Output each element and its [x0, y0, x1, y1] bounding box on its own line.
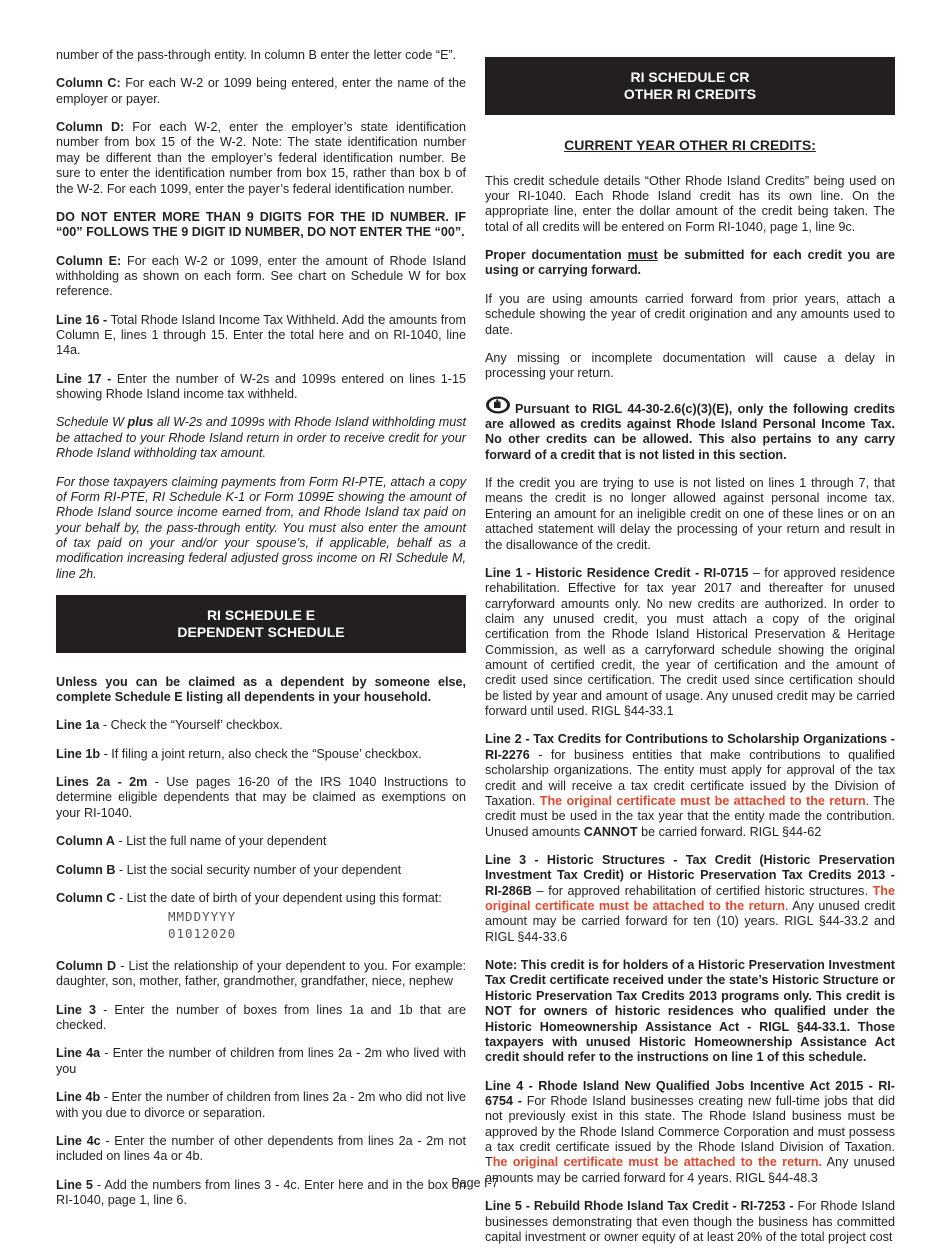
schedule-e-banner-line1: RI SCHEDULE E [206, 607, 316, 624]
line-4-credit-paragraph: Line 4 - Rhode Island New Qualified Jobs Incentive Act 2015 - RI-6754 - For Rhode Island businesses creating new full-time jobs that did not previously exist in this state. The Rhode Island business must be approved by the Rhode Island Commerce Corporation and must possess a tax credit certificate issued by the Rhode Island Division of Taxation. The original certificate must be attached to the return. Any unused amounts may be carried forward for 4 years. RIGL §44-48.3 [485, 1078, 895, 1185]
missing-documentation-paragraph: Any missing or incomplete documentation will cause a delay in processing your return. [485, 350, 895, 381]
schedule-e-banner-line2: DEPENDENT SCHEDULE [177, 623, 345, 640]
schedule-cr-banner-line2: OTHER RI CREDITS [623, 85, 757, 102]
schedule-cr-banner [485, 57, 895, 115]
column-d-paragraph: Column D: For each W-2, enter the employer’s state identification number from box 15 of the W-2. Note: The state identification number may be different than the employer’s federal identification number. Be sure to enter the identification number from box 15, rather than box b of the W-2. For each 1099, enter the payer’s federal identification number. [56, 120, 466, 196]
schedule-cr-banner-line1: RI SCHEDULE CR [630, 69, 750, 85]
line-2-credit-paragraph: Line 2 - Tax Credits for Contributions to Scholarship Organizations - RI-2276 - for business entities that make contributions to qualified scholarship organizations. The entity must apply for approval of the tax credit and will receive a tax credit certificate issued by the Division of Taxation. The original certificate must be attached to the return. The credit must be used in the tax year that the entity made the contribution. Unused amounts CANNOT be carried forward. RIGL §44-62 [485, 732, 895, 839]
current-year-credits-heading: CURRENT YEAR OTHER RI CREDITS: [564, 136, 816, 153]
column-c-paragraph: Column C: For each W-2 or 1099 being entered, enter the name of the employer or payer. [56, 76, 466, 106]
column-a-paragraph: Column A - List the full name of your dependent [56, 834, 327, 849]
line-4c-paragraph: Line 4c - Enter the number of other dependents from lines 2a - 2m not included on lines 4a or 4b. [56, 1133, 466, 1164]
date-example: 01012020 [168, 926, 237, 942]
date-format-example [56, 909, 466, 943]
intro-paragraph: number of the pass-through entity. In column B enter the letter code “E”. [56, 48, 457, 62]
column-d-relationship-paragraph: Column D - List the relationship of your dependent to you. For example: daughter, son, mother, father, grandmother, grandfather, niece, nephew [56, 959, 466, 989]
column-e-paragraph: Column E: For each W-2 or 1099, enter the amount of Rhode Island withholding as shown on each form. See chart on Schedule W for box reference. [56, 253, 466, 299]
date-format: MMDDYYYY [168, 909, 237, 925]
not-listed-paragraph: If the credit you are trying to use is not listed on lines 1 through 7, that means the credit is no longer allowed against personal income tax. Entering an amount for an ineligible credit on one of these lines or on an attached statement will delay the processing of your return and result in the disallowance of the credit. [485, 476, 895, 552]
right-column [485, 57, 895, 1258]
notice-hand-icon [485, 395, 511, 415]
line-4b-paragraph: Line 4b - Enter the number of children from lines 2a - 2m who did not live with you due to divorce or separation. [56, 1090, 466, 1120]
line-3-credit-paragraph: Line 3 - Historic Structures - Tax Credit (Historic Preservation Investment Tax Credit) or Historic Preservation Tax Credits 2013 - RI-286B – for approved rehabilitation of certified historic structures. The original certificate must be attached to the return. Any unused credit amount may be carried forward for ten (10) years. RIGL §44-33.2 and RIGL §44-33.6 [485, 852, 895, 944]
id-number-warning: DO NOT ENTER MORE THAN 9 DIGITS FOR THE ID NUMBER. IF “00” FOLLOWS THE 9 DIGIT ID NUMBER, DO NOT ENTER THE “00”. [56, 209, 466, 240]
line-5-paragraph: Line 5 - Add the numbers from lines 3 - 4c. Enter here and in the box on RI-1040, page 1, line 6. [56, 1177, 466, 1207]
page-number: Page I-7 [451, 1176, 499, 1190]
schedule-e-intro: Unless you can be claimed as a dependent by someone else, complete Schedule E listing all dependents in your household. [56, 674, 466, 705]
line-16-paragraph: Line 16 - Total Rhode Island Income Tax Withheld. Add the amounts from Column E, lines 1 through 15. Enter the total here and on RI-1040, line 14a. [56, 312, 466, 358]
schedule-e-banner [56, 595, 466, 653]
line-3-paragraph: Line 3 - Enter the number of boxes from lines 1a and 1b that are checked. [56, 1002, 466, 1033]
line-1a-paragraph: Line 1a - Check the “Yourself’ checkbox. [56, 718, 283, 733]
column-b-paragraph: Column B - List the social security number of your dependent [56, 862, 402, 877]
column-c-dob-paragraph: Column C - List the date of birth of your dependent using this format: [56, 890, 442, 905]
credit-schedule-intro: This credit schedule details “Other Rhode Island Credits” being used on your RI-1040. Each Rhode Island credit has its own line. On the appropriate line, enter the dollar amount of the credit being taken. The total of all credits will be entered on Form RI-1040, page 1, line 9c. [485, 173, 895, 234]
left-column [56, 48, 466, 1221]
pte-note: For those taxpayers claiming payments from Form RI-PTE, attach a copy of Form RI-PTE, RI Schedule K-1 or Form 1099E showing the amount of Rhode Island source income earned from, and Rhode Island tax paid on your behalf by, the pass-through entity. You must also enter the amount of tax paid on your and/or your spouse’s, if applicable, behalf as a modification increasing federal adjusted gross income on RI Schedule M, line 2h. [56, 474, 466, 581]
line-1b-paragraph: Line 1b - If filing a joint return, also check the “Spouse’ checkbox. [56, 746, 422, 761]
line-17-paragraph: Line 17 - Enter the number of W-2s and 1099s entered on lines 1-15 showing Rhode Island income tax withheld. [56, 371, 467, 402]
line-5-credit-paragraph: Line 5 - Rebuild Rhode Island Tax Credit - RI-7253 - For Rhode Island businesses demonstrating that even though the business has committed capital investment or owner equity of at least 20% of the total project cost [485, 1199, 895, 1244]
historic-note-paragraph: Note: This credit is for holders of a Historic Preservation Investment Tax Credit certificate received under the state’s Historic Structure or Historic Preservation Tax Credits 2013 programs only. This credit is NOT for owners of historic residences who qualified under the Historic Homeownership Assistance Act - RIGL §44-33.1. Those taxpayers with unused Historic Homeownership Assistance Act credit should refer to the instructions on line 1 of this schedule. [485, 958, 895, 1065]
schedule-w-note: Schedule W plus all W-2s and 1099s with Rhode Island withholding must be attached to your Rhode Island return in order to receive credit for your Rhode Island withholding tax amount. [56, 415, 466, 461]
line-1-credit-paragraph: Line 1 - Historic Residence Credit - RI-0715 – for approved residence rehabilitation. Effective for tax year 2017 and thereafter for unused carryforward amounts only. No new credits are authorized. In order to claim any unused credit, you must attach a copy of the original certification from the Rhode Island Historical Preservation & Heritage Commission, as well as a carryforward schedule showing the original amount of certified credit, the year of certification and the amount of credit used since certification. The credit used since certification should be listed by year and amount of usage. Any unused credit may be carried forward until used. RIGL §44-33.1 [485, 565, 895, 719]
rigl-paragraph: Pursuant to RIGL 44-30-2.6(c)(3)(E), only the following credits are allowed as credits against Rhode Island Personal Income Tax. No other credits can be allowed. This also pertains to any carry forward of a credit that is not listed in this section. [485, 395, 895, 463]
lines-2a-2m-paragraph: Lines 2a - 2m - Use pages 16-20 of the IRS 1040 Instructions to determine eligible dependents that may be claimed as exemptions on your RI-1040. [56, 775, 466, 820]
carry-forward-paragraph: If you are using amounts carried forward from prior years, attach a schedule showing the year of credit origination and any amounts used to date. [485, 291, 895, 337]
documentation-requirement: Proper documentation must be submitted for each credit you are using or carrying forward. [485, 248, 896, 278]
line-4a-paragraph: Line 4a - Enter the number of children from lines 2a - 2m who lived with you [56, 1046, 466, 1076]
